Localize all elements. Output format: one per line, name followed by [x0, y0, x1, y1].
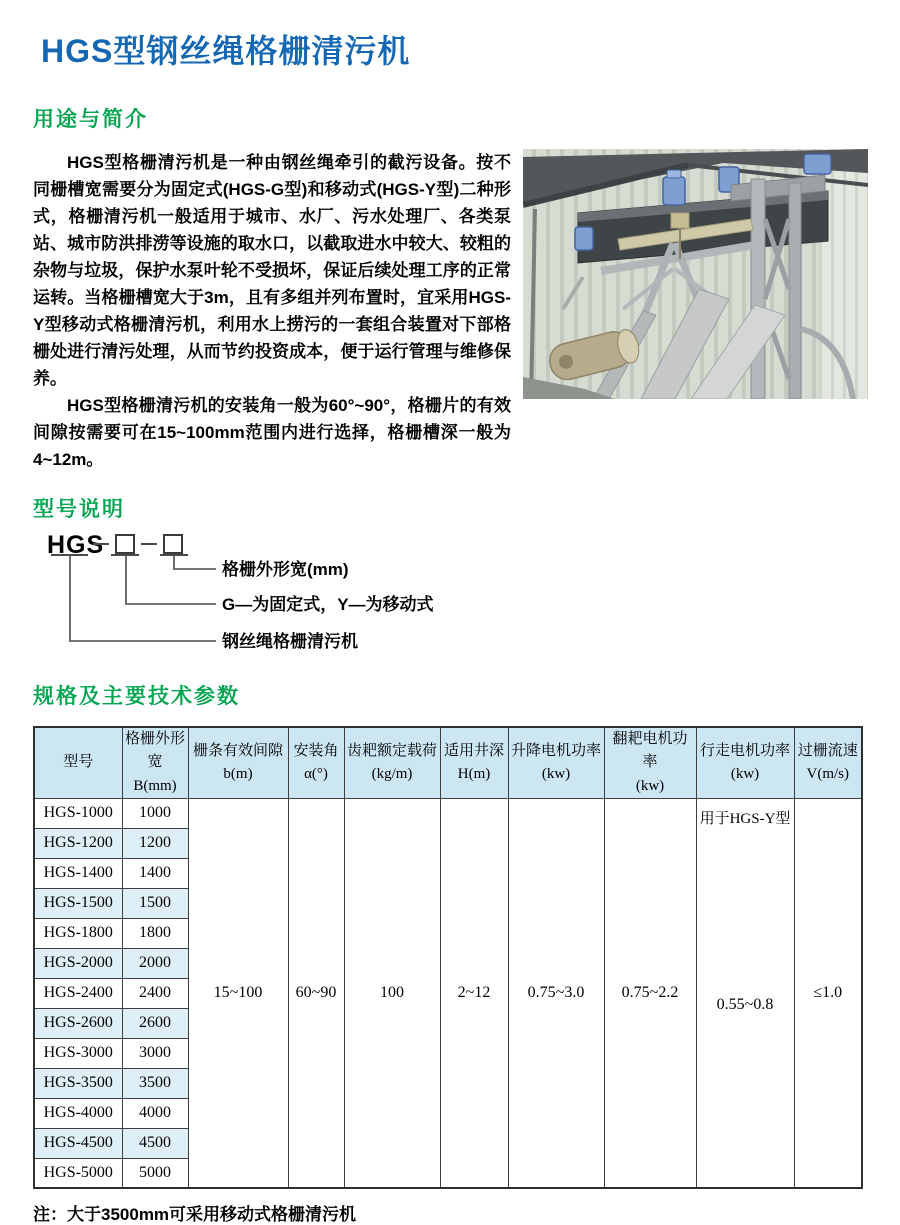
lift-power-cell: 0.75~3.0: [508, 798, 604, 1188]
header-row: [34, 727, 862, 798]
col-header-travel-power: 行走电机功率 (kw): [696, 727, 794, 798]
model-cell: HGS-2000: [34, 948, 122, 978]
model-cell: HGS-1800: [34, 918, 122, 948]
model-cell: HGS-1400: [34, 858, 122, 888]
photo-illustration: [523, 149, 868, 399]
diagram-label-type: G—为固定式，Y—为移动式: [222, 595, 434, 614]
connector-line: [174, 555, 216, 569]
width-cell: 1500: [122, 888, 188, 918]
width-cell: 5000: [122, 1158, 188, 1188]
col-header-lift-power: 升降电机功率 (kw): [508, 727, 604, 798]
model-cell: HGS-1000: [34, 798, 122, 828]
col-header-model: 型号: [34, 727, 122, 798]
model-cell: HGS-4500: [34, 1128, 122, 1158]
rake-load-cell: 100: [344, 798, 440, 1188]
model-cell: HGS-5000: [34, 1158, 122, 1188]
connector-line: [126, 555, 216, 604]
diagram-box-width: [164, 535, 182, 553]
model-cell: HGS-4000: [34, 1098, 122, 1128]
intro-paragraph-2: HGS型格栅清污机的安装角一般为60°~90°，格栅片的有效间隙按需要可在15~100mm范围内进行选择，格栅槽深一般为4~12m。: [33, 396, 511, 469]
intro-paragraph-1: HGS型格栅清污机是一种由钢丝绳牵引的截污设备。按不同栅槽宽需要分为固定式(HGS-G型)和移动式(HGS-Y型)二种形式，格栅清污机一般适用于城市、水厂、污水处理厂、各类泵站、城市防洪排涝等设施的取水口，以截取进水中较大、较粗的杂物与垃圾，保护水泵叶轮不受损坏，保证后续处理工序的正常运转。当格栅槽宽大于3m，且有多组并列布置时，宜采用HGS-Y型移动式格栅清污机，利用水上捞污的一套组合装置对下部格栅处进行清污处理，从而节约投资成本，便于运行管理与维修保养。: [33, 153, 511, 388]
table-row: [34, 798, 862, 828]
width-cell: 2600: [122, 1008, 188, 1038]
col-header-well-depth: 适用井深 H(m): [440, 727, 508, 798]
model-cell: HGS-3000: [34, 1038, 122, 1068]
diagram-formula-prefix: HGS: [47, 531, 105, 559]
model-cell: HGS-2600: [34, 1008, 122, 1038]
velocity-cell: ≤1.0: [794, 798, 862, 1188]
col-header-velocity: 过栅流速 V(m/s): [794, 727, 862, 798]
angle-cell: 60~90: [288, 798, 344, 1188]
well-depth-cell: 2~12: [440, 798, 508, 1188]
page-title: HGS型钢丝绳格栅清污机: [41, 33, 411, 69]
model-diagram: [41, 527, 868, 665]
width-cell: 1000: [122, 798, 188, 828]
diagram-label-width: 格栅外形宽(mm): [222, 560, 349, 579]
width-cell: 2000: [122, 948, 188, 978]
travel-power-cell: [696, 798, 794, 1188]
col-header-install-angle: 安装角 α(°): [288, 727, 344, 798]
footnote: 注：大于3500mm可采用移动式格栅清污机: [33, 1205, 357, 1225]
product-photo: [523, 149, 868, 399]
model-cell: HGS-1200: [34, 828, 122, 858]
width-cell: 4000: [122, 1098, 188, 1128]
width-cell: 1400: [122, 858, 188, 888]
col-header-bar-gap: 栅条有效间隙 b(m): [188, 727, 288, 798]
model-cell: HGS-1500: [34, 888, 122, 918]
width-cell: 3500: [122, 1068, 188, 1098]
col-header-rake-power: 翻耙电机功率 (kw): [604, 727, 696, 798]
intro-text: [33, 149, 511, 473]
model-cell: HGS-3500: [34, 1068, 122, 1098]
diagram-box-type: [116, 535, 134, 553]
col-header-rake-load: 齿耙额定载荷 (kg/m): [344, 727, 440, 798]
bar-gap-cell: 15~100: [188, 798, 288, 1188]
width-cell: 2400: [122, 978, 188, 1008]
travel-power-value: 0.55~0.8: [716, 996, 774, 1014]
width-cell: 3000: [122, 1038, 188, 1068]
width-cell: 1800: [122, 918, 188, 948]
diagram-label-name: 钢丝绳格栅清污机: [222, 632, 358, 651]
width-cell: 1200: [122, 828, 188, 858]
section-heading-model: 型号说明: [33, 498, 125, 521]
travel-power-note: 用于HGS-Y型: [699, 810, 791, 827]
col-header-outer-width: 格栅外形宽 B(mm): [122, 727, 188, 798]
model-cell: HGS-2400: [34, 978, 122, 1008]
connector-line: [70, 555, 216, 641]
section-heading-intro: 用途与简介: [33, 108, 148, 131]
section-heading-specs: 规格及主要技术参数: [33, 685, 240, 708]
intro-section: [33, 149, 868, 473]
specs-table: [33, 726, 863, 1189]
width-cell: 4500: [122, 1128, 188, 1158]
rake-power-cell: 0.75~2.2: [604, 798, 696, 1188]
